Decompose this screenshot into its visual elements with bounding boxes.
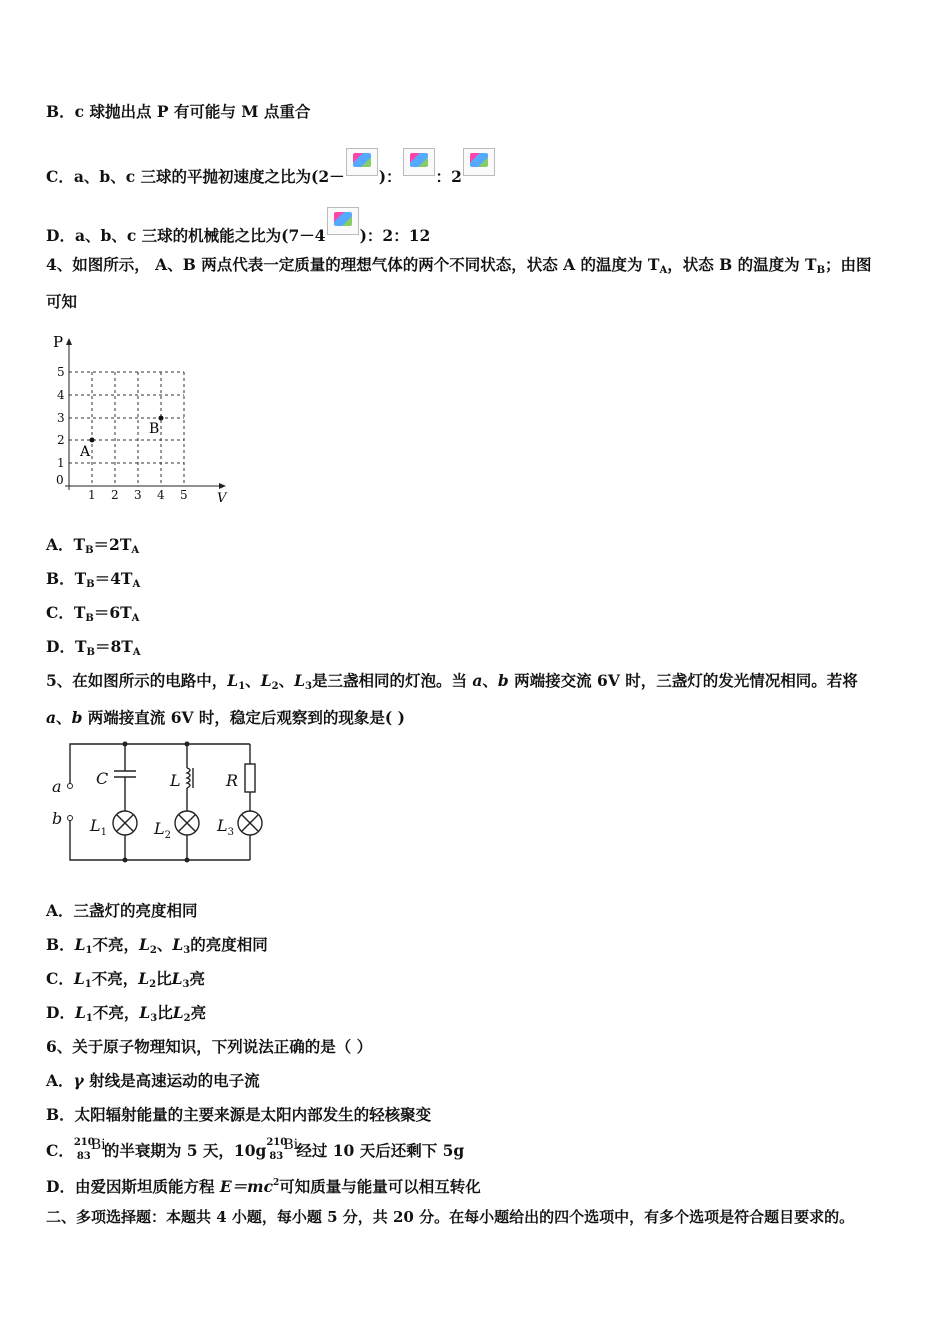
image-placeholder-icon <box>403 148 435 176</box>
state-point-a <box>90 438 95 443</box>
x-axis-label: V <box>217 491 227 506</box>
q5-option-d: D．$L_1$不亮，$L_3$比$L_2$亮 <box>46 1003 207 1024</box>
image-placeholder-icon <box>463 148 495 176</box>
inductor-label: L <box>170 771 181 790</box>
q6-option-c: C． 210 83 Bi 的半衰期为 5 天，10g 210 83 Bi 经过 10 天后还剩下 5g <box>46 1137 465 1162</box>
y-tick-label: 3 <box>57 411 65 425</box>
state-b-label: B <box>149 421 160 437</box>
q4-stem-line2: 可知 <box>46 292 78 311</box>
state-point-b <box>159 416 164 421</box>
y-tick-label: 4 <box>57 388 65 402</box>
lamp-l3-label: $L_3$ <box>217 816 234 838</box>
resistor-label: R <box>226 771 239 790</box>
x-tick-label: 4 <box>157 488 165 502</box>
lamp-l2-label: $L_2$ <box>154 819 171 841</box>
nuclide-bi-210: 210 83 Bi <box>73 1137 106 1162</box>
state-a-label: A <box>80 444 91 460</box>
q3-option-c: C．a、b、c 三球的平抛初速度之比为(2－ )： ：2 <box>46 148 496 187</box>
q6-option-b: B．太阳辐射能量的主要来源是太阳内部发生的轻核聚变 <box>46 1105 432 1124</box>
terminal-a-label: a <box>52 777 62 796</box>
x-tick-label: 1 <box>88 488 96 502</box>
x-tick-label: 5 <box>180 488 188 502</box>
q6-stem: 6、关于原子物理知识，下列说法正确的是（ ） <box>46 1037 373 1056</box>
q4-stem-line1: 4、如图所示， A、B 两点代表一定质量的理想气体的两个不同状态，状态 A 的温度为 $T_A$，状态 B 的温度为 $T_B$；由图 <box>46 255 872 276</box>
q4-option-b: B．$T_B=4T_A$ <box>46 569 141 590</box>
q6-option-d: D．由爱因斯坦质能方程 $E=mc^2$可知质量与能量可以相互转化 <box>46 1177 481 1196</box>
circuit-diagram <box>48 738 273 868</box>
y-tick-label: 1 <box>57 456 65 470</box>
q5-option-c: C．$L_1$不亮，$L_2$比$L_3$亮 <box>46 969 206 990</box>
terminal-b-label: b <box>52 809 63 828</box>
y-tick-label: 5 <box>57 365 65 379</box>
terminal-b <box>68 816 73 821</box>
x-tick-label: 2 <box>111 488 119 502</box>
q4-option-c: C．$T_B=6T_A$ <box>46 603 140 624</box>
terminal-a <box>68 784 73 789</box>
x-tick-label: 3 <box>134 488 142 502</box>
q5-stem-line1: 5、在如图所示的电路中，$L_1$、$L_2$、$L_3$是三盏相同的灯泡。当 a、b 两端接交流 6V 时，三盏灯的发光情况相同。若将 <box>46 671 858 692</box>
q3-option-d: D．a、b、c 三球的机械能之比为(7－4 )：2：12 <box>46 207 430 246</box>
q5-option-a: A．三盏灯的亮度相同 <box>46 901 198 920</box>
origin-label: 0 <box>56 473 64 487</box>
lamp-l1-label: $L_1$ <box>90 816 107 838</box>
q4-option-d: D．$T_B=8T_A$ <box>46 637 141 658</box>
q5-option-b: B．$L_1$不亮，$L_2$、$L_3$的亮度相同 <box>46 935 268 956</box>
y-axis-arrow-icon <box>66 338 72 345</box>
section-2-heading: 二、多项选择题：本题共 4 小题，每小题 5 分，共 20 分。在每小题给出的四个选项中，有多个选项是符合题目要求的。 <box>46 1208 855 1226</box>
image-placeholder-icon <box>327 207 359 235</box>
q3-option-b: B．c 球抛出点 P 有可能与 M 点重合 <box>46 102 311 121</box>
y-tick-label: 2 <box>57 433 65 447</box>
q6-option-a: A．γ 射线是高速运动的电子流 <box>46 1071 260 1090</box>
x-axis-arrow-icon <box>219 483 226 489</box>
capacitor-label: C <box>96 769 109 788</box>
y-axis-label: P <box>53 333 64 351</box>
q5-stem-line2: a、b 两端接直流 6V 时，稳定后观察到的现象是( ) <box>46 708 405 727</box>
q4-option-a: A．$T_B=2T_A$ <box>46 535 140 556</box>
image-placeholder-icon <box>346 148 378 176</box>
nuclide-bi-210: 210 83 Bi <box>266 1137 299 1162</box>
pv-graph <box>50 332 235 507</box>
